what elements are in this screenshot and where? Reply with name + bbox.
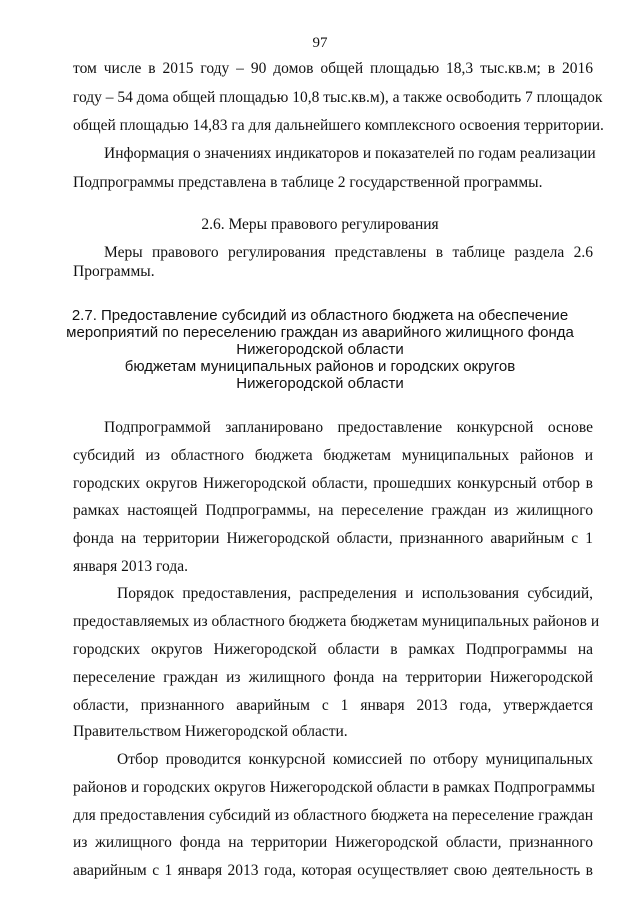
text-line: предоставляемых из областного бюджета бюджетам муниципальных районов и <box>73 613 600 630</box>
text-line: января 2013 года. <box>73 558 188 575</box>
section-heading: Нижегородской области <box>236 341 404 358</box>
section-heading: Нижегородской области <box>236 375 404 392</box>
text-line: фонда на территории Нижегородской области, признанного аварийным с 1 <box>73 530 593 547</box>
text-line: Меры правового регулирования представлены в таблице раздела 2.6 <box>104 244 593 261</box>
text-line: Порядок предоставления, распределения и использования субсидий, <box>117 585 593 602</box>
text-line: году – 54 дома общей площадью 10,8 тыс.кв.м), а также освободить 7 площадок <box>73 89 603 106</box>
section-heading: мероприятий по переселению граждан из аварийного жилищного фонда <box>66 324 574 341</box>
text-line: области, признанного аварийным с 1 января 2013 года, утверждается <box>73 697 593 714</box>
text-line: районов и городских округов Нижегородской области в рамках Подпрограммы <box>73 779 595 796</box>
text-line: том числе в 2015 году – 90 домов общей площадью 18,3 тыс.кв.м; в 2016 <box>73 60 593 77</box>
text-line: Отбор проводится конкурсной комиссией по отбору муниципальных <box>117 751 593 768</box>
text-line: городских округов Нижегородской области в рамках Подпрограммы на <box>73 641 593 658</box>
text-line: Подпрограммой запланировано предоставление конкурсной основе <box>104 419 593 436</box>
section-heading: 2.7. Предоставление субсидий из областного бюджета на обеспечение <box>71 307 569 324</box>
text-line: Подпрограммы представлена в таблице 2 государственной программы. <box>73 174 543 191</box>
text-line: для предоставления субсидий из областного бюджета на переселение граждан <box>73 807 593 824</box>
text-line: Программы. <box>73 263 155 280</box>
text-line: Информация о значениях индикаторов и показателей по годам реализации <box>104 145 596 162</box>
text-line: субсидий из областного бюджета бюджетам муниципальных районов и <box>73 447 593 464</box>
text-line: рамках настоящей Подпрограммы, на переселение граждан из жилищного <box>73 502 593 519</box>
text-line: из жилищного фонда на территории Нижегородской области, признанного <box>73 834 593 851</box>
text-line: Правительством Нижегородской области. <box>73 723 348 740</box>
section-heading: бюджетам муниципальных районов и городских округов <box>124 358 516 375</box>
section-heading: 2.6. Меры правового регулирования <box>201 216 439 233</box>
text-line: общей площадью 14,83 га для дальнейшего комплексного освоения территории. <box>73 117 604 134</box>
text-line: аварийным с 1 января 2013 года, которая осуществляет свою деятельность в <box>73 862 593 879</box>
text-line: городских округов Нижегородской области, прошедших конкурсный отбор в <box>73 475 593 492</box>
page-number: 97 <box>312 35 328 51</box>
text-line: переселение граждан из жилищного фонда на территории Нижегородской <box>73 669 593 686</box>
